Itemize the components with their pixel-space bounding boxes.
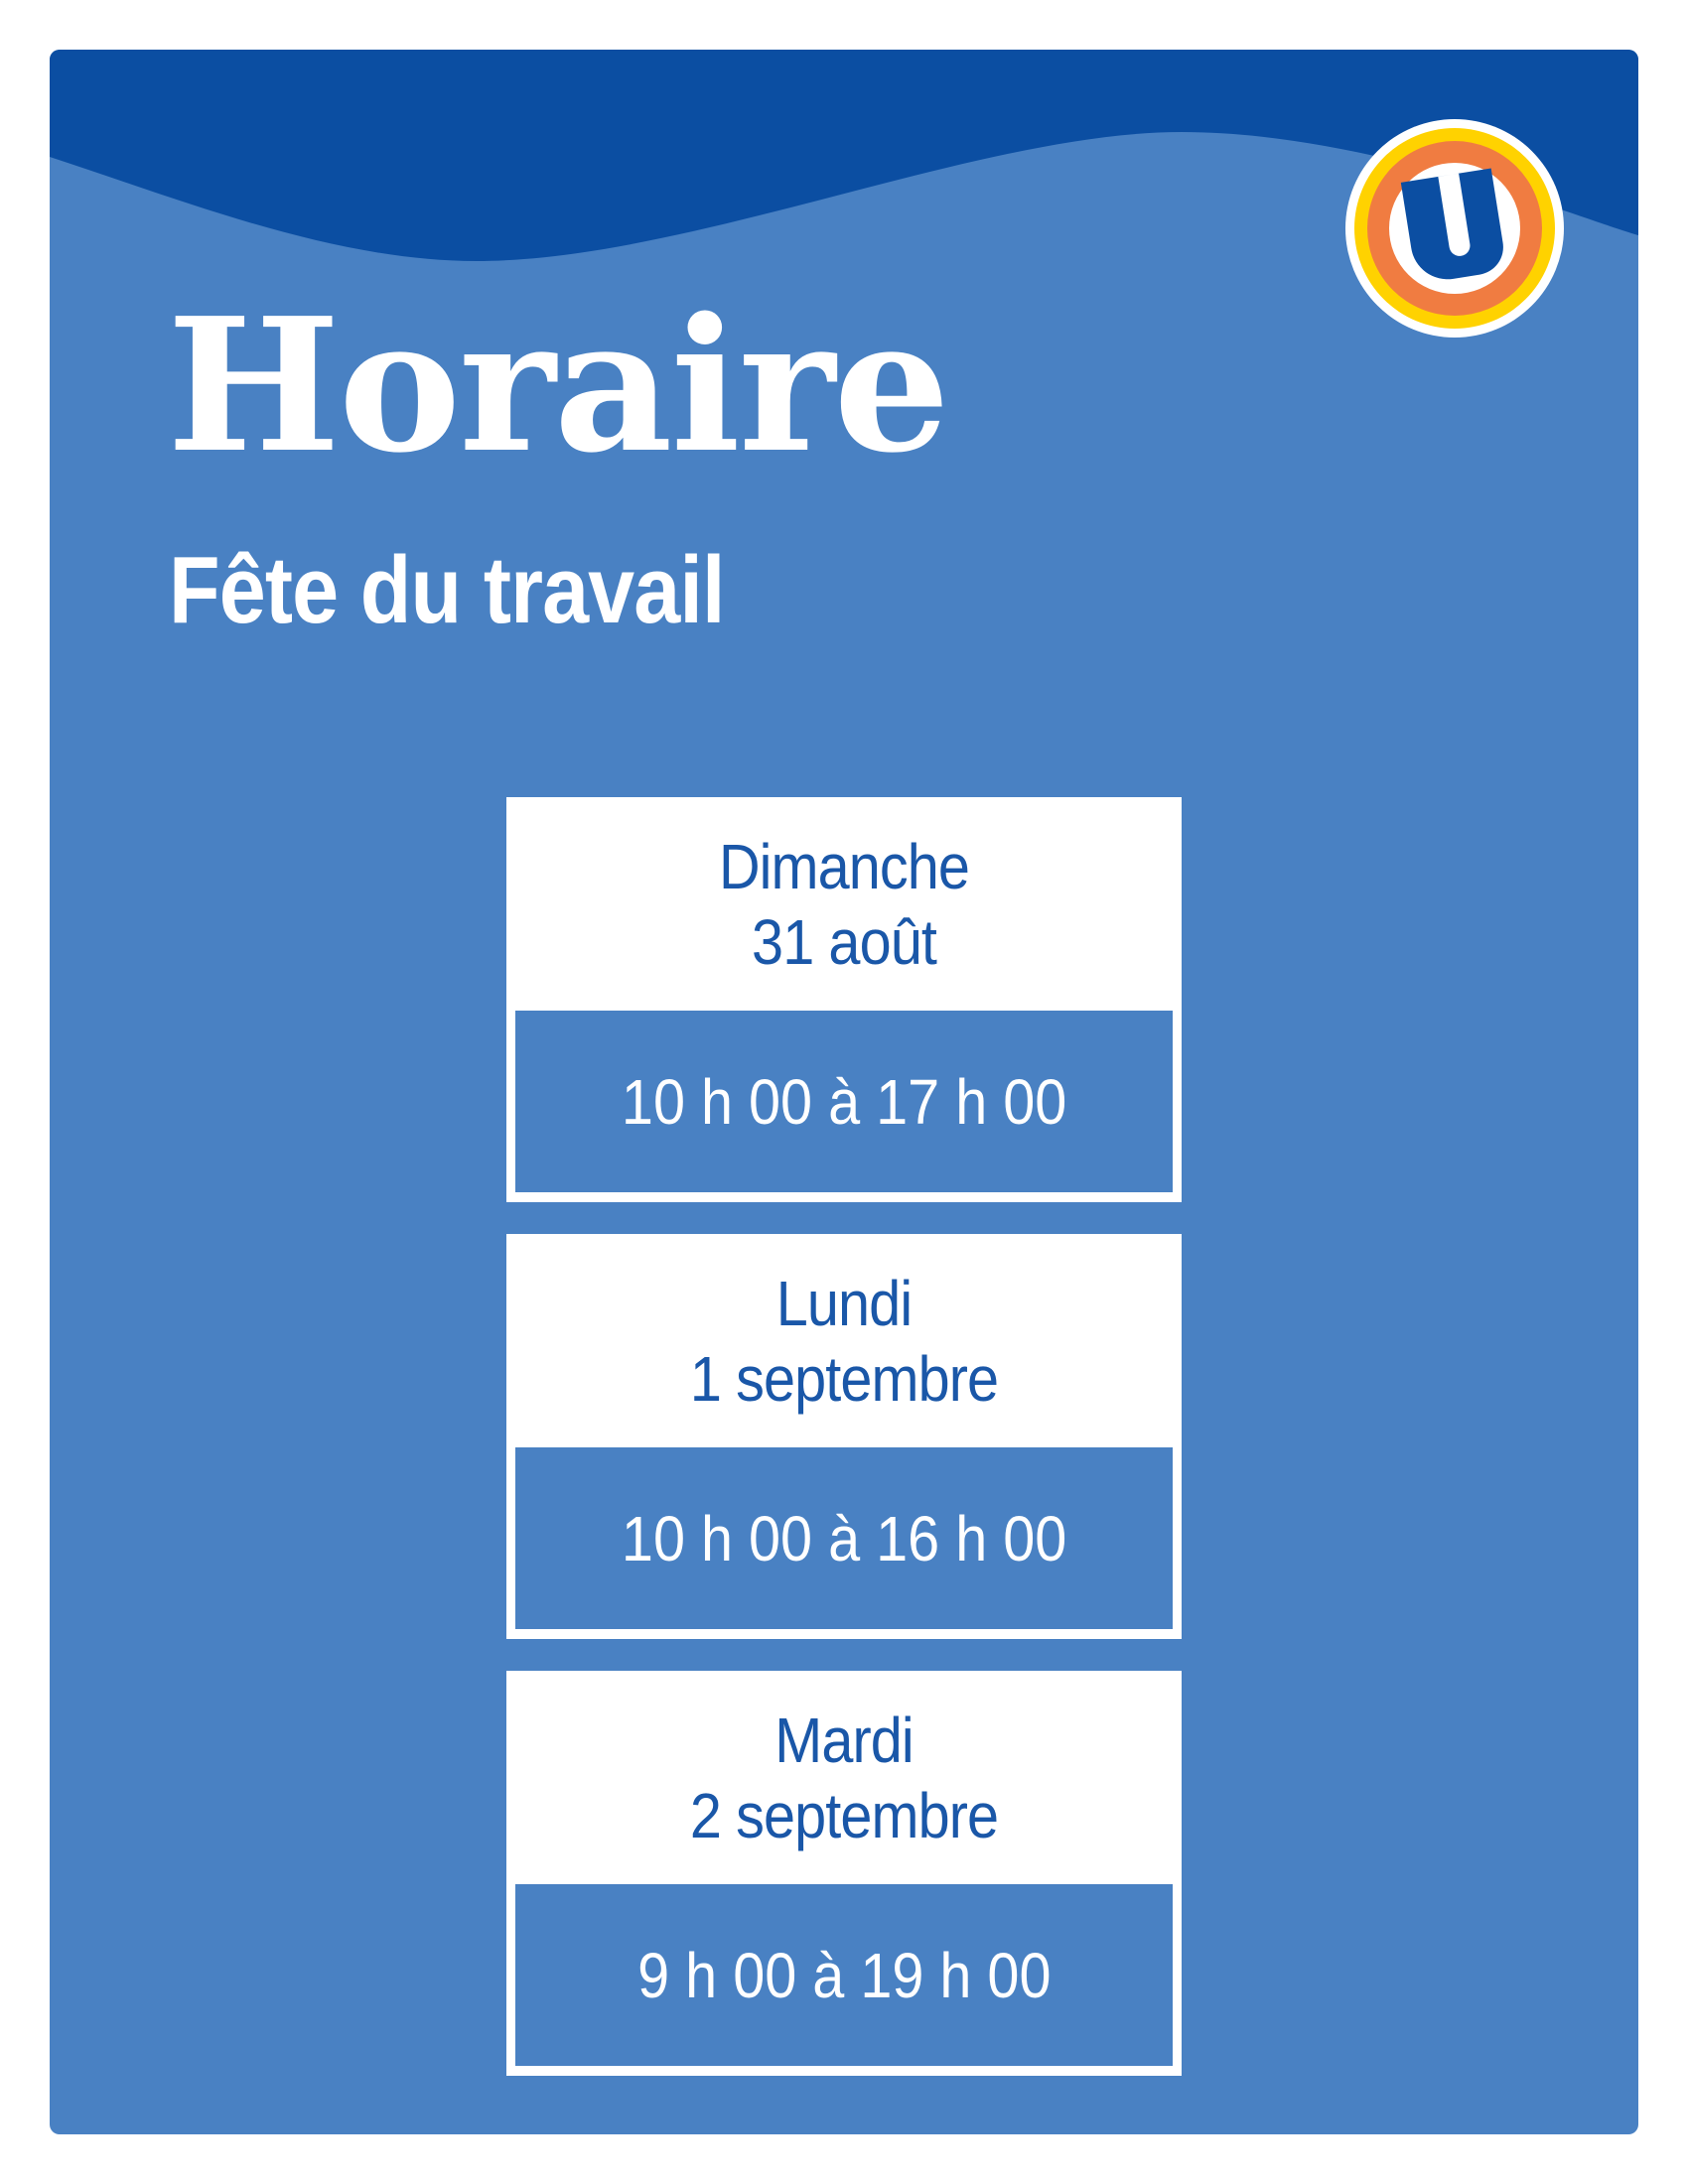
poster-content [50, 50, 1638, 2134]
card-hours: 10 h 00 à 16 h 00 [621, 1502, 1067, 1574]
u-logo-icon [1345, 119, 1564, 338]
card-date: 1 septembre [689, 1342, 999, 1415]
card-head [540, 1234, 1148, 1447]
card-day: Dimanche [718, 830, 970, 902]
schedule-card-tuesday [506, 1671, 1182, 2076]
card-hours-box [515, 1447, 1173, 1629]
poster-title: Horaire [167, 277, 948, 493]
poster-subtitle: Fête du travail [169, 537, 725, 643]
card-head [540, 1671, 1148, 1884]
card-hours: 10 h 00 à 17 h 00 [621, 1065, 1067, 1138]
card-hours-box [515, 1884, 1173, 2066]
card-date: 31 août [752, 905, 936, 978]
schedule-card-sunday [506, 797, 1182, 1202]
card-day: Mardi [774, 1704, 914, 1776]
card-hours: 9 h 00 à 19 h 00 [636, 1939, 1052, 2011]
card-day: Lundi [775, 1267, 913, 1339]
u-logo [1345, 119, 1564, 338]
card-hours-box [515, 1011, 1173, 1192]
card-head [540, 797, 1148, 1011]
schedule-card-monday [506, 1234, 1182, 1639]
card-date: 2 septembre [689, 1779, 999, 1851]
